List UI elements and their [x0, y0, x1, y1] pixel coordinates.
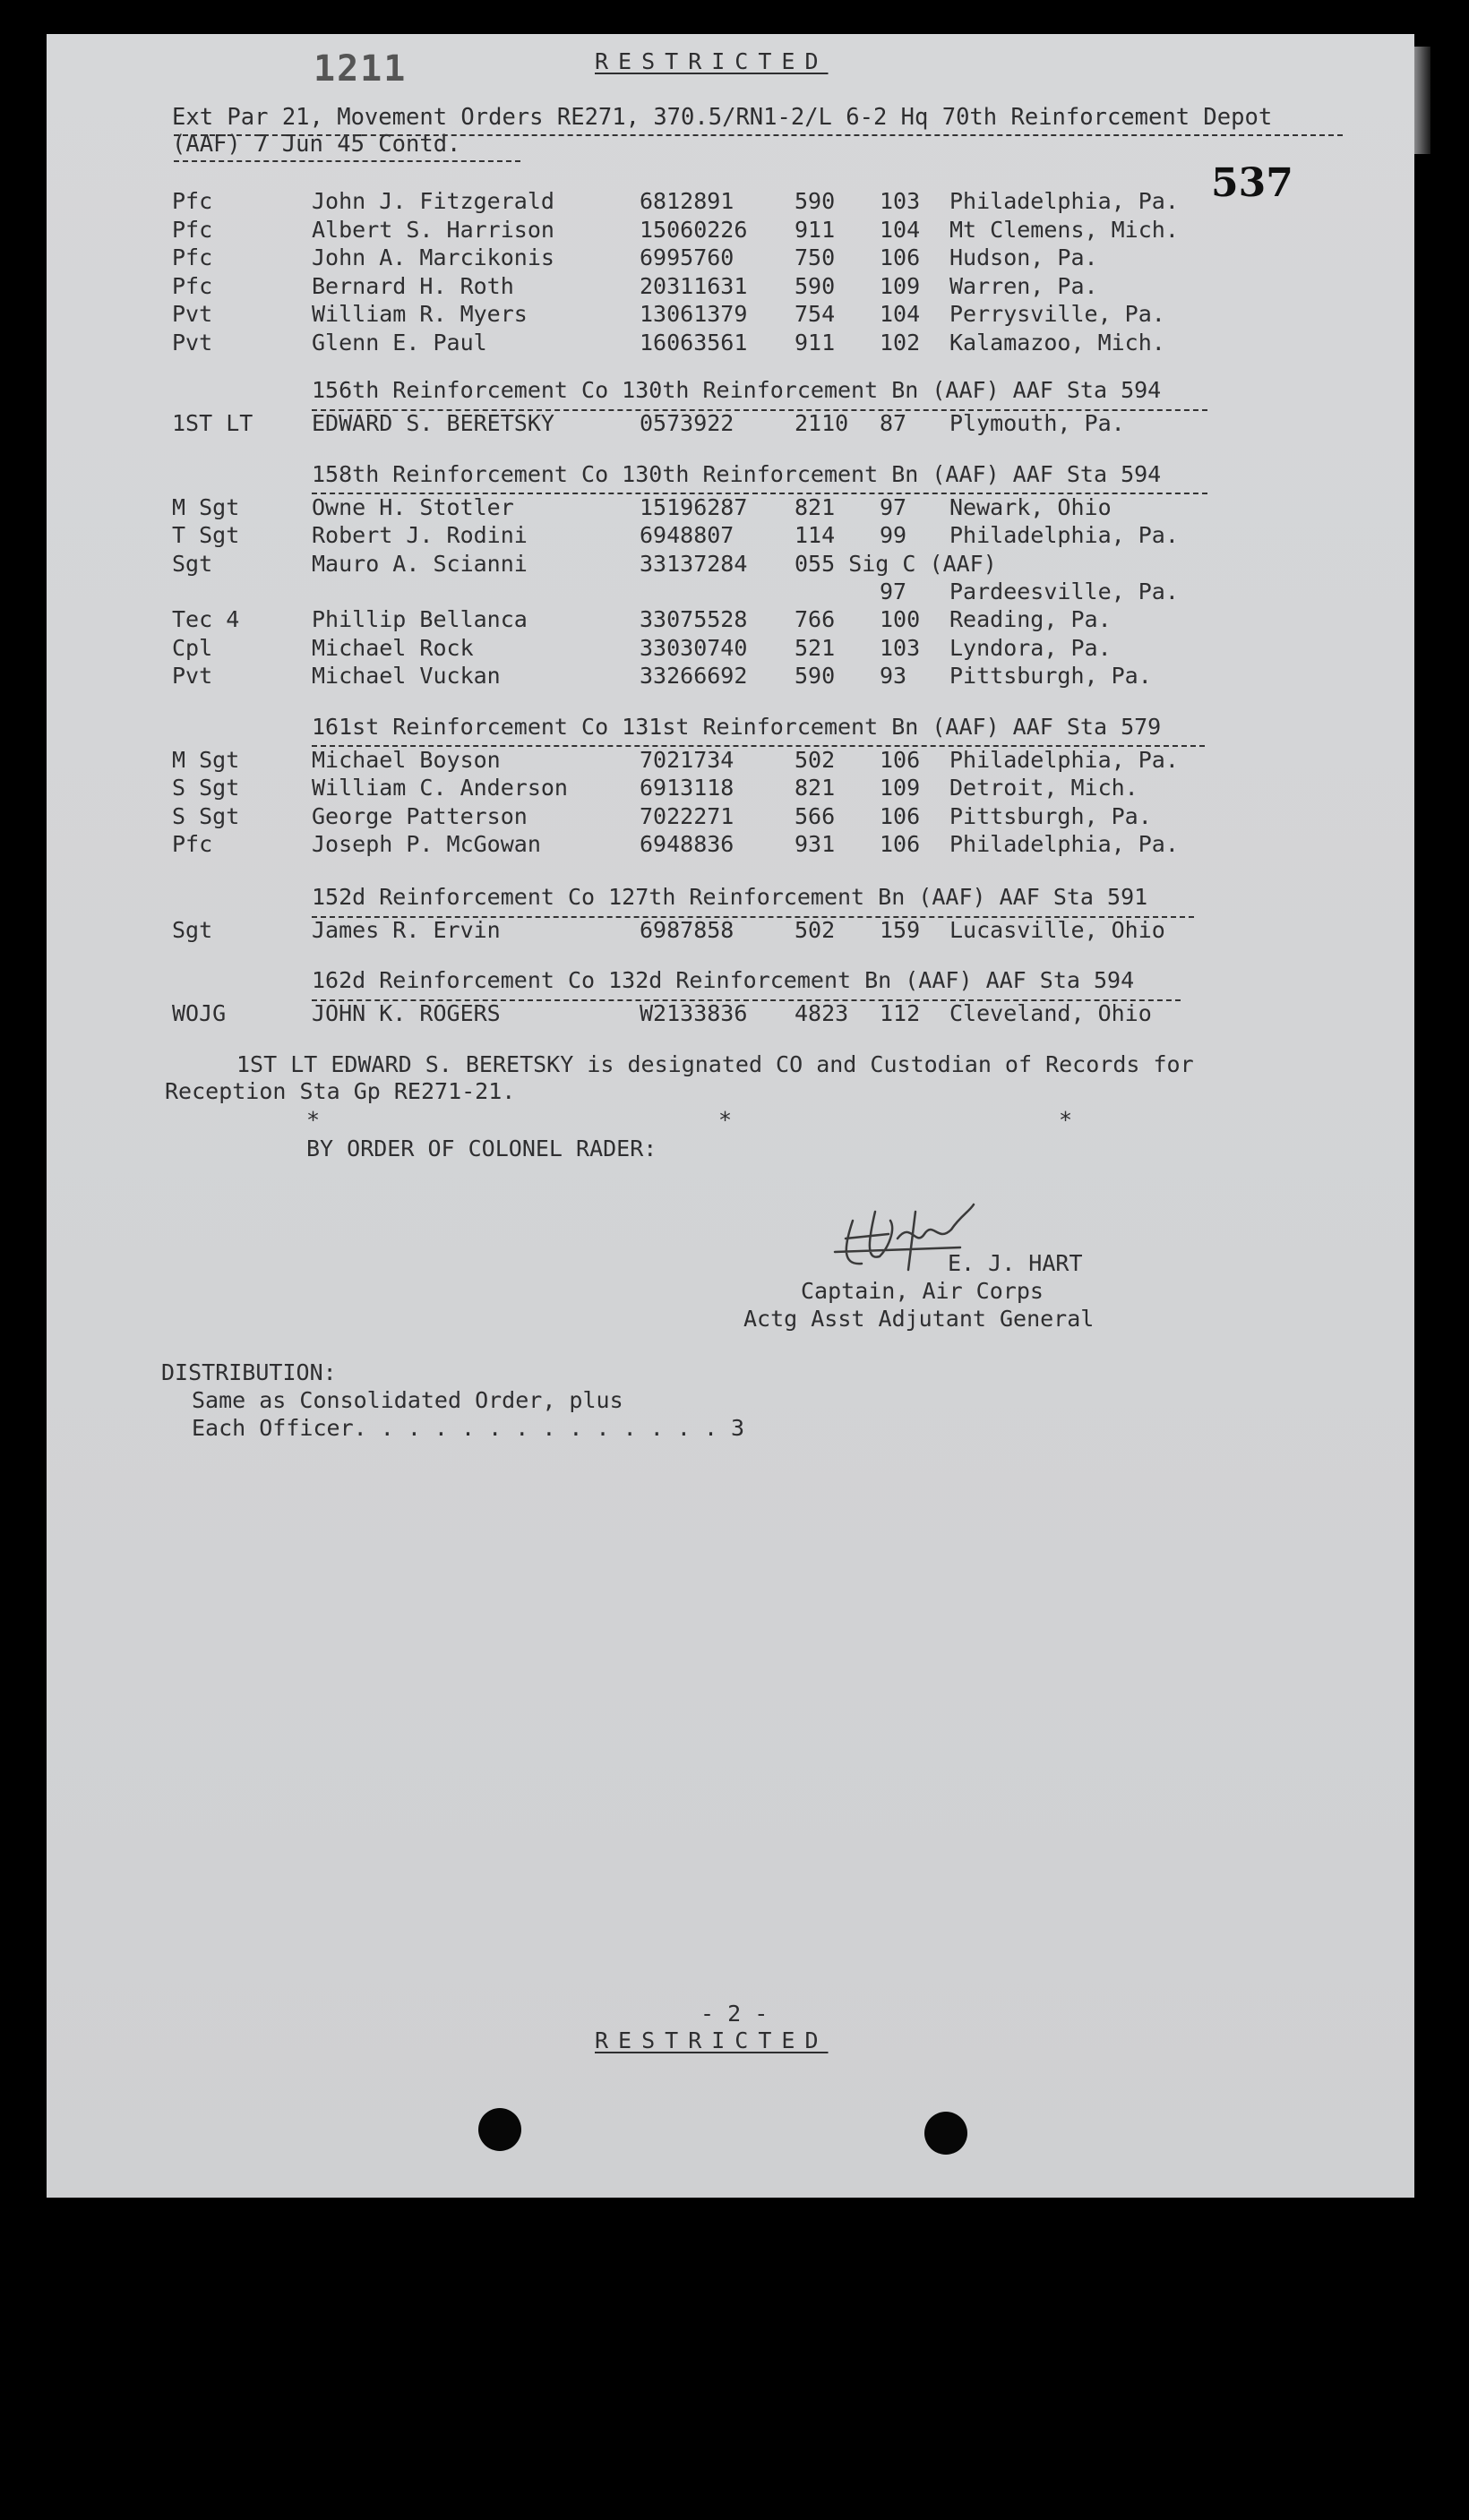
row-name: Joseph P. McGowan — [312, 830, 541, 857]
row-mos: 590 — [795, 272, 836, 299]
row-mos: 502 — [795, 747, 836, 773]
row-rank: Sgt — [172, 550, 213, 577]
row-name: Michael Vuckan — [312, 662, 501, 689]
row-home: Pittsburgh, Pa. — [949, 802, 1152, 829]
row-mos: 911 — [795, 216, 836, 243]
signature-title-1: Captain, Air Corps — [801, 1278, 1044, 1304]
row-serial: 0573922 — [640, 410, 734, 436]
row-serial: 7021734 — [640, 747, 734, 773]
row-rank: S Sgt — [172, 802, 240, 829]
row-name: John J. Fitzgerald — [312, 188, 554, 214]
row-serial: 15196287 — [640, 494, 748, 520]
row-serial: 33266692 — [640, 662, 748, 689]
designation-line-1: 1ST LT EDWARD S. BERETSKY is designated CO and Custodian of Records for — [236, 1051, 1194, 1077]
asterisk-1: * — [306, 1107, 321, 1133]
row-name: Robert J. Rodini — [312, 522, 528, 549]
row-mos: 931 — [795, 830, 836, 857]
row-home: Hudson, Pa. — [949, 244, 1098, 270]
row-rank: Sgt — [172, 917, 213, 943]
punch-hole — [924, 2112, 967, 2155]
row-rank: Pvt — [172, 662, 213, 689]
row-rank: S Sgt — [172, 775, 240, 801]
row-mos: 766 — [795, 606, 836, 633]
row-mos: 754 — [795, 301, 836, 327]
unit-header-158: 158th Reinforcement Co 130th Reinforcement Bn (AAF) AAF Sta 594 — [312, 461, 1162, 487]
row-code: 97 — [880, 578, 907, 604]
row-rank: Pvt — [172, 329, 213, 356]
row-home: Reading, Pa. — [949, 606, 1112, 633]
underline-rule — [174, 134, 1343, 136]
row-code: 87 — [880, 410, 907, 436]
row-rank: Pvt — [172, 301, 213, 327]
row-name: Albert S. Harrison — [312, 216, 554, 243]
row-code: 159 — [880, 917, 921, 943]
heading-line-2: (AAF) 7 Jun 45 Contd. — [172, 131, 461, 158]
row-rank: M Sgt — [172, 494, 240, 520]
row-serial: 13061379 — [640, 301, 748, 327]
row-mos: 590 — [795, 662, 836, 689]
row-mos: 4823 — [795, 1000, 849, 1026]
row-home: Philadelphia, Pa. — [949, 830, 1179, 857]
row-rank: Pfc — [172, 216, 213, 243]
row-serial: 33030740 — [640, 634, 748, 661]
file-number: 1211 — [314, 48, 408, 90]
asterisk-2: * — [718, 1107, 733, 1133]
row-code: 100 — [880, 606, 921, 633]
row-name: Phillip Bellanca — [312, 606, 528, 633]
row-name: Bernard H. Roth — [312, 272, 514, 299]
row-home: Detroit, Mich. — [949, 775, 1138, 801]
unit-header-156: 156th Reinforcement Co 130th Reinforcement Bn (AAF) AAF Sta 594 — [312, 377, 1162, 403]
row-rank: Cpl — [172, 634, 213, 661]
row-code: 103 — [880, 634, 921, 661]
signature-name: E. J. HART — [948, 1250, 1083, 1276]
row-mos: 114 — [795, 522, 836, 549]
row-home: Pittsburgh, Pa. — [949, 662, 1152, 689]
row-mos: 2110 — [795, 410, 849, 436]
heading-line-1: Ext Par 21, Movement Orders RE271, 370.5/RN1-2/L 6-2 Hq 70th Reinforcement Depot — [172, 104, 1273, 131]
row-mos: 821 — [795, 494, 836, 520]
row-serial: 6987858 — [640, 917, 734, 943]
row-mos: 566 — [795, 802, 836, 829]
classification-top: RESTRICTED — [595, 48, 829, 74]
distribution-label: DISTRIBUTION: — [161, 1359, 337, 1385]
row-serial: 33137284 — [640, 550, 748, 577]
row-name: Mauro A. Scianni — [312, 550, 528, 577]
row-rank: 1ST LT — [172, 410, 253, 436]
asterisk-3: * — [1059, 1107, 1073, 1133]
row-home: Philadelphia, Pa. — [949, 747, 1179, 773]
row-name: Michael Rock — [312, 634, 474, 661]
row-rank: Pfc — [172, 188, 213, 214]
row-serial: 33075528 — [640, 606, 748, 633]
page-number: - 2 - — [700, 2001, 769, 2027]
row-code: 106 — [880, 747, 921, 773]
row-home: Philadelphia, Pa. — [949, 522, 1179, 549]
paper-edge-shadow — [1414, 47, 1430, 154]
punch-hole — [478, 2108, 521, 2151]
row-rank: Tec 4 — [172, 606, 240, 633]
row-serial: 6812891 — [640, 188, 734, 214]
row-rank: WOJG — [172, 1000, 227, 1026]
row-rank: Pfc — [172, 272, 213, 299]
row-serial: 16063561 — [640, 329, 748, 356]
row-code: 106 — [880, 830, 921, 857]
underline-rule — [174, 160, 520, 162]
row-code: 99 — [880, 522, 907, 549]
row-rank: Pfc — [172, 830, 213, 857]
row-serial: 20311631 — [640, 272, 748, 299]
unit-header-161: 161st Reinforcement Co 131st Reinforcement Bn (AAF) AAF Sta 579 — [312, 714, 1162, 740]
row-serial: 6995760 — [640, 244, 734, 270]
row-name: William R. Myers — [312, 301, 528, 327]
row-mos: 055 Sig C (AAF) — [795, 550, 997, 577]
row-code: 104 — [880, 216, 921, 243]
row-home: Lyndora, Pa. — [949, 634, 1112, 661]
row-home: Newark, Ohio — [949, 494, 1112, 520]
row-code: 102 — [880, 329, 921, 356]
row-name: Glenn E. Paul — [312, 329, 487, 356]
by-order: BY ORDER OF COLONEL RADER: — [306, 1136, 657, 1161]
row-serial: 6948836 — [640, 830, 734, 857]
distribution-line-1: Same as Consolidated Order, plus — [192, 1387, 623, 1413]
row-code: 112 — [880, 1000, 921, 1026]
row-home: Philadelphia, Pa. — [949, 188, 1179, 214]
row-code: 109 — [880, 272, 921, 299]
row-name: JOHN K. ROGERS — [312, 1000, 501, 1026]
classification-bottom: RESTRICTED — [595, 2027, 829, 2053]
row-home: Pardeesville, Pa. — [949, 578, 1179, 604]
row-serial: 6913118 — [640, 775, 734, 801]
row-home: Mt Clemens, Mich. — [949, 216, 1179, 243]
row-name: John A. Marcikonis — [312, 244, 554, 270]
row-code: 93 — [880, 662, 907, 689]
row-code: 97 — [880, 494, 907, 520]
row-name: Michael Boyson — [312, 747, 501, 773]
row-rank: T Sgt — [172, 522, 240, 549]
designation-line-2: Reception Sta Gp RE271-21. — [165, 1078, 516, 1104]
row-name: James R. Ervin — [312, 917, 501, 943]
row-name: William C. Anderson — [312, 775, 568, 801]
row-code: 106 — [880, 244, 921, 270]
row-name: EDWARD S. BERETSKY — [312, 410, 554, 436]
row-mos: 821 — [795, 775, 836, 801]
row-code: 106 — [880, 802, 921, 829]
row-code: 103 — [880, 188, 921, 214]
row-serial: 7022271 — [640, 802, 734, 829]
row-rank: Pfc — [172, 244, 213, 270]
row-home: Plymouth, Pa. — [949, 410, 1125, 436]
row-serial: W2133836 — [640, 1000, 748, 1026]
row-code: 109 — [880, 775, 921, 801]
row-home: Kalamazoo, Mich. — [949, 329, 1165, 356]
row-serial: 15060226 — [640, 216, 748, 243]
row-rank: M Sgt — [172, 747, 240, 773]
row-home: Cleveland, Ohio — [949, 1000, 1152, 1026]
row-name: Owne H. Stotler — [312, 494, 514, 520]
row-serial: 6948807 — [640, 522, 734, 549]
row-home: Perrysville, Pa. — [949, 301, 1165, 327]
row-mos: 750 — [795, 244, 836, 270]
row-mos: 502 — [795, 917, 836, 943]
document-page — [47, 34, 1414, 2198]
signature-title-2: Actg Asst Adjutant General — [743, 1306, 1095, 1332]
row-mos: 521 — [795, 634, 836, 661]
page-stamp: 537 — [1211, 160, 1293, 206]
row-mos: 911 — [795, 329, 836, 356]
row-code: 104 — [880, 301, 921, 327]
unit-header-152: 152d Reinforcement Co 127th Reinforcement Bn (AAF) AAF Sta 591 — [312, 884, 1148, 910]
row-home: Lucasville, Ohio — [949, 917, 1165, 943]
unit-header-162: 162d Reinforcement Co 132d Reinforcement Bn (AAF) AAF Sta 594 — [312, 967, 1135, 993]
distribution-line-2: Each Officer. . . . . . . . . . . . . . 3 — [192, 1415, 745, 1441]
row-name: George Patterson — [312, 802, 528, 829]
row-mos: 590 — [795, 188, 836, 214]
row-home: Warren, Pa. — [949, 272, 1098, 299]
